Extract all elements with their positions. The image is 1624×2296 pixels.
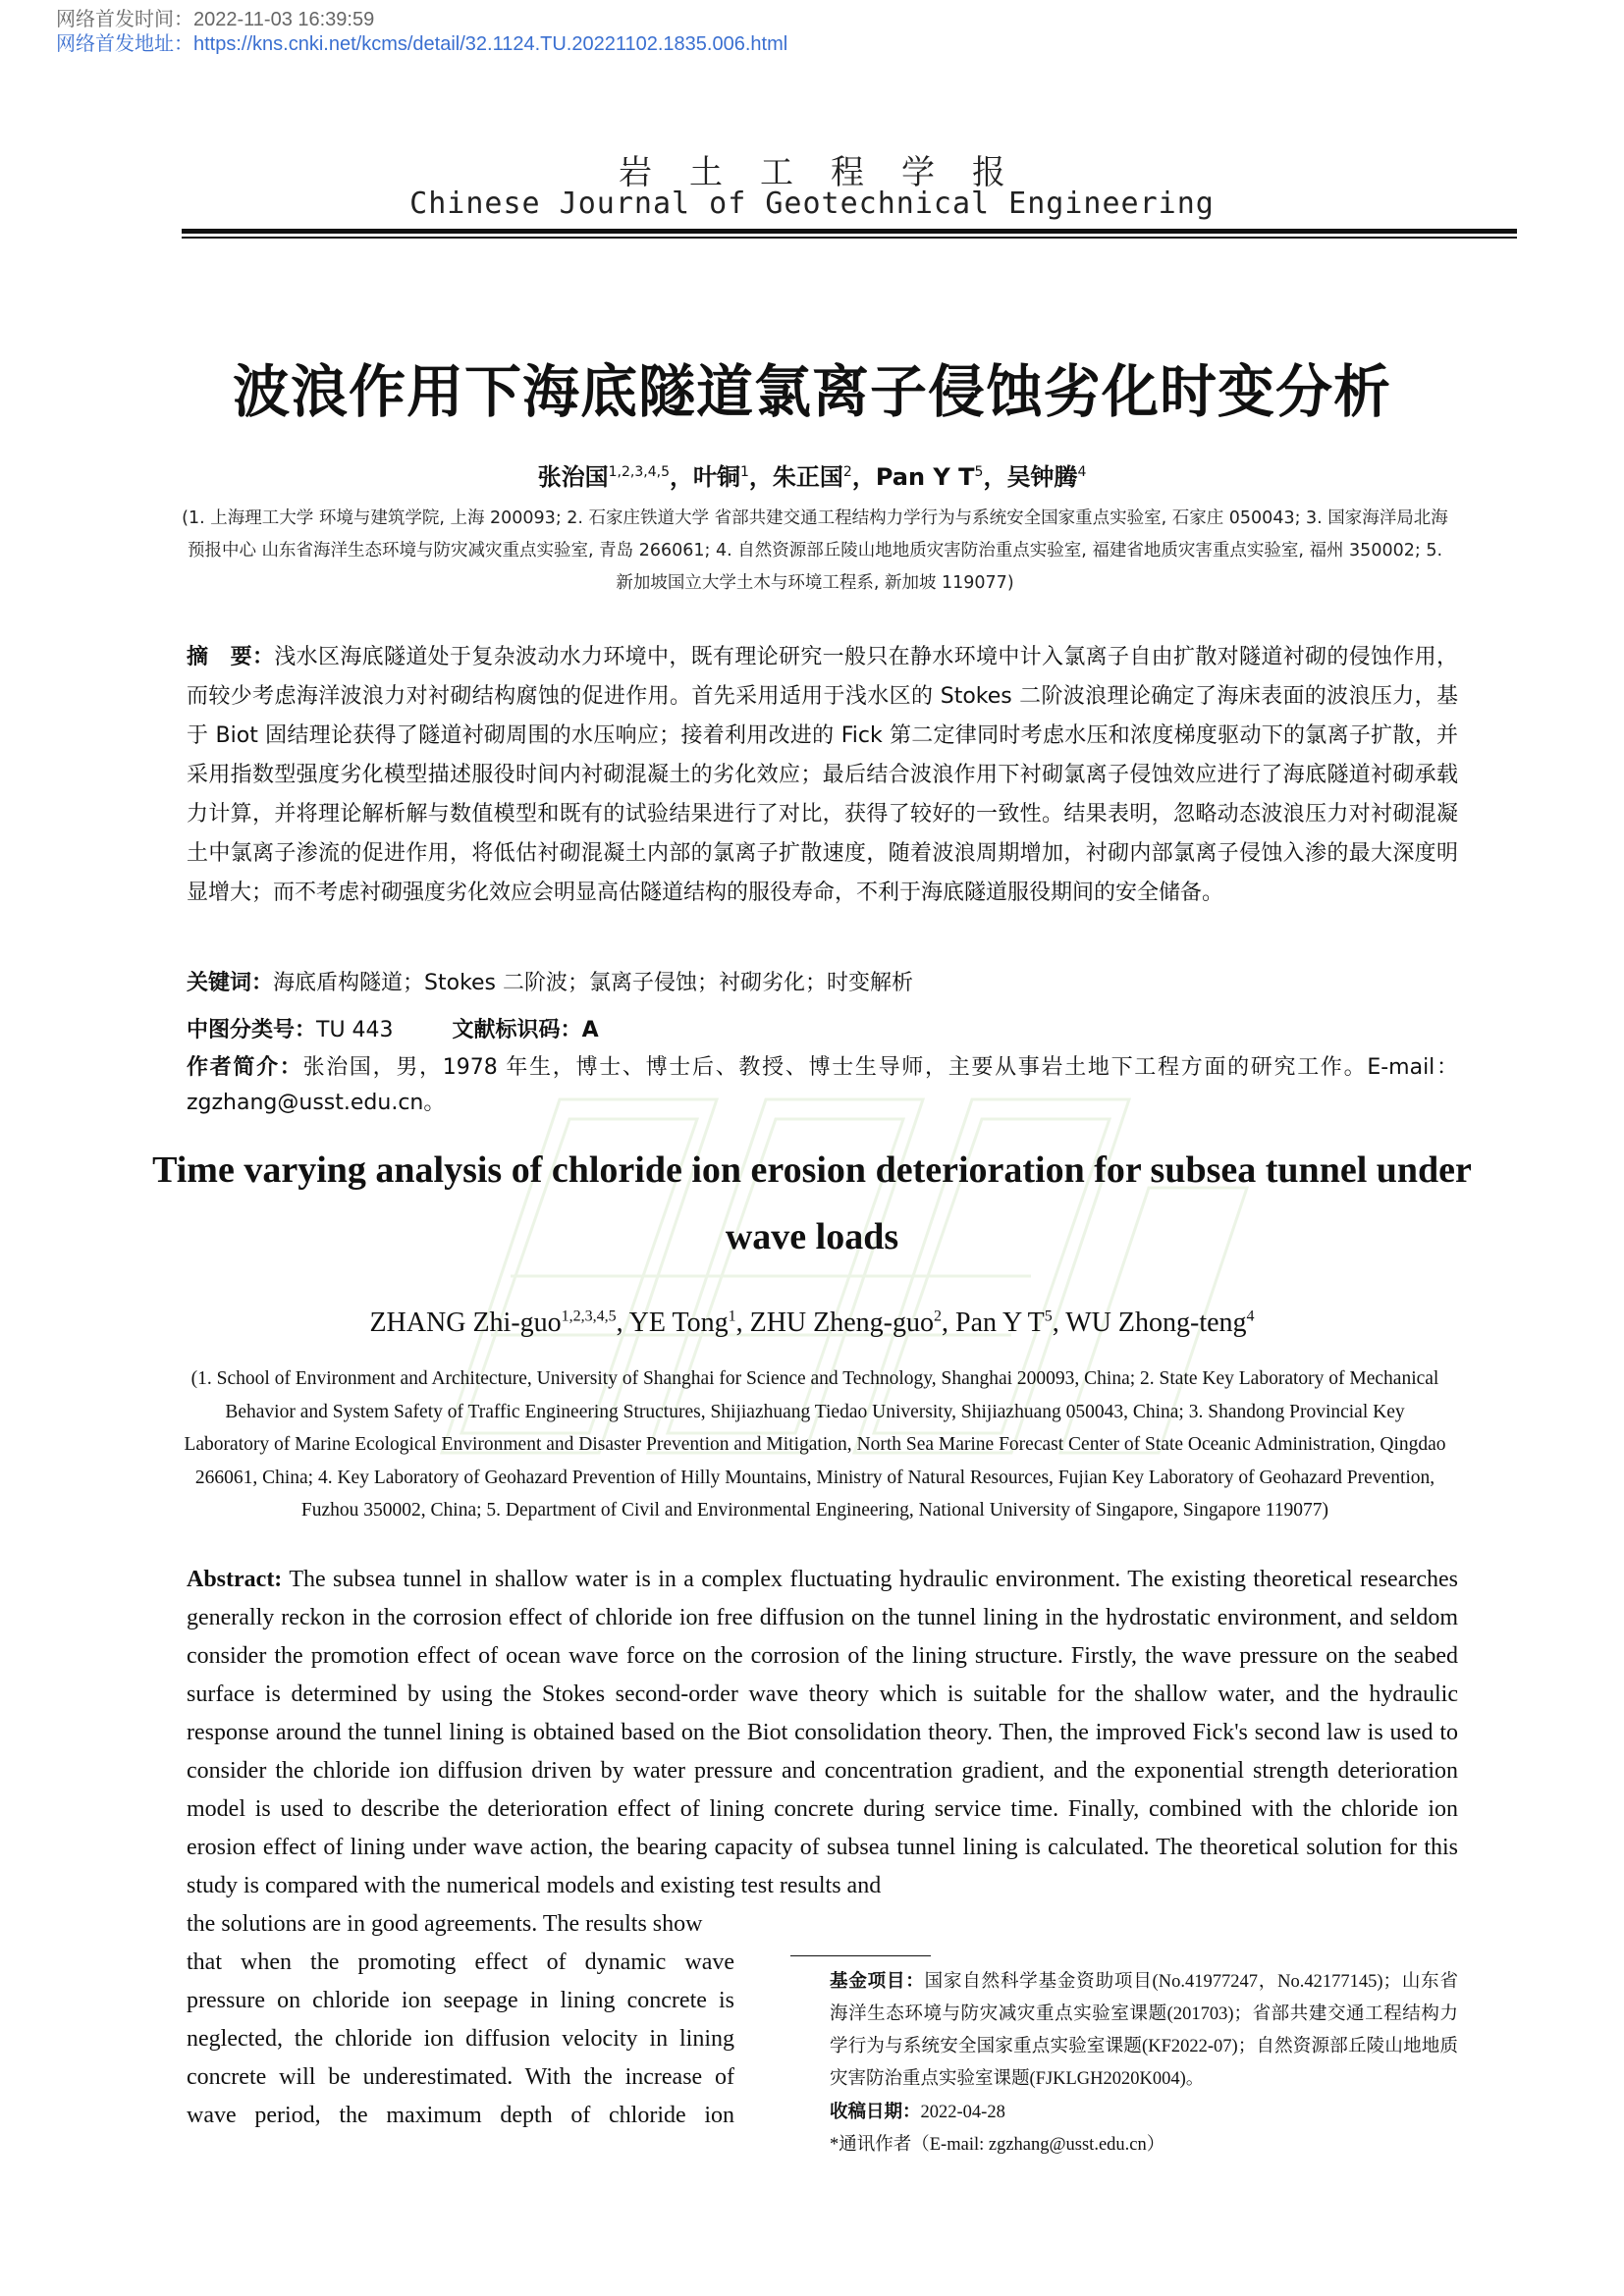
author-bio	[187, 1050, 1458, 1121]
author-separator: ，	[669, 463, 693, 491]
affiliations-en: (1. School of Environment and Architecture, University of Shanghai for Science and Technology, Shanghai 200093, China; 2. State Key Laboratory of Mechanical Behavior and System Safety of Traffic Engineering Structures, Shijiazhuang Tiedao University, Shijiazhuang 050043, China; 3. Shandong Provincial Key Laboratory of Marine Ecological Environment and Disaster Prevention and Mitigation, North Sea Marine Forecast Center of State Oceanic Administration, Qingdao 266061, China; 4. Key Laboratory of Geohazard Prevention of Hilly Mountains, Ministry of Natural Resources, Fujian Key Laboratory of Geohazard Prevention, Fuzhou 350002, China; 5. Department of Civil and Environmental Engineering, National University of Singapore, Singapore 119077)	[184, 1368, 1446, 1521]
abstract-en-line: neglected, the chloride ion diffusion velocity in lining	[187, 2026, 734, 2052]
author-separator: ,	[1052, 1308, 1066, 1338]
journal-title-cn: 岩土工程学报	[619, 153, 1043, 192]
abstract-en-text: The subsea tunnel in shallow water is in a complex fluctuating hydraulic environment. The existing theoretical researches generally reckon in the corrosion effect of chloride ion free diffusion on the tunnel lining in the hydrostatic environment, and seldom consider the promotion effect of ocean wave force on the corrosion of the lining structure. Firstly, the wave pressure on the seabed surface is determined by using the Stokes second-order wave theory which is suitable for the shallow water, and the hydraulic response around the tunnel lining is obtained based on the Biot consolidation theory. Then, the improved Fick's second law is used to consider the chloride ion diffusion driven by water pressure and concentration gradient, and the exponential strength deterioration model is used to describe the deterioration effect of lining concrete during service time. Finally, combined with the chloride ion erosion effect of lining under wave action, the bearing capacity of subsea tunnel lining is calculated. The theoretical solution for this study is compared with the numerical models and existing test results and	[187, 1567, 1458, 1898]
author-affil-mark: 1	[728, 1308, 736, 1325]
author-bio-text: 张治国，男，1978 年生，博士、博士后、教授、博士生导师，主要从事岩土地下工程方面的研究工作。E-mail：zgzhang@usst.edu.cn。	[187, 1055, 1458, 1115]
author-en: Pan Y T	[955, 1308, 1045, 1338]
author-affil-mark: 5	[1044, 1308, 1053, 1325]
fund-text: 国家自然科学基金资助项目(No.41977247，No.42177145)；山东省海洋生态环境与防灾减灾重点实验室课题(201703)；省部共建交通工程结构力学行为与系统安全国家重点实验室课题(KF2022-07)；自然资源部丘陵山地地质灾害防治重点实验室课题(FJKLGH2020K004)。	[830, 1972, 1458, 2089]
paper-title-cn: 波浪作用下海底隧道氯离子侵蚀劣化时变分析	[232, 358, 1391, 425]
author-en: ZHU Zheng-guo	[749, 1308, 934, 1338]
author-affil-mark: 4	[1077, 464, 1087, 480]
abstract-en-line: pressure on chloride ion seepage in lining concrete is	[187, 1988, 734, 2013]
publish-time-value: 2022-11-03 16:39:59	[193, 9, 375, 30]
fund-label: 基金项目：	[830, 1971, 925, 1992]
doc-code-label: 文献标识码：	[452, 1018, 582, 1042]
footnote	[830, 1965, 1458, 2162]
journal-title-en: Chinese Journal of Geotechnical Engineering	[409, 187, 1215, 221]
author-affil-mark: 4	[1246, 1308, 1255, 1325]
author-separator: ，	[983, 463, 1007, 491]
corresponding-author: *通讯作者（E-mail: zgzhang@usst.edu.cn）	[830, 2135, 1165, 2155]
author-en: ZHANG Zhi-guo	[369, 1308, 562, 1338]
abstract-cn-text: 浅水区海底隧道处于复杂波动水力环境中，既有理论研究一般只在静水环境中计入氯离子自由扩散对隧道衬砌的侵蚀作用，而较少考虑海洋波浪力对衬砌结构腐蚀的促进作用。首先采用适用于浅水区的 Stokes 二阶波浪理论确定了海床表面的波浪压力，基于 Biot 固结理论获得了隧道衬砌周围的水压响应；接着利用改进的 Fick 第二定律同时考虑水压和浓度梯度驱动下的氯离子扩散，并采用指数型强度劣化模型描述服役时间内衬砌混凝土的劣化效应；最后结合波浪作用下衬砌氯离子侵蚀效应进行了海底隧道衬砌承载力计算，并将理论解析解与数值模型和既有的试验结果进行了对比，获得了较好的一致性。结果表明，忽略动态波浪压力对衬砌混凝土中氯离子渗流的促进作用，将低估衬砌混凝土内部的氯离子扩散速度，随着波浪周期增加，衬砌内部氯离子侵蚀入渗的最大深度明显增大；而不考虑衬砌强度劣化效应会明显高估隧道结构的服役寿命，不利于海底隧道服役期间的安全储备。	[187, 645, 1458, 905]
affiliations-cn: (1. 上海理工大学 环境与建筑学院, 上海 200093; 2. 石家庄铁道大学 省部共建交通工程结构力学行为与系统安全国家重点实验室, 石家庄 050043; 3. 国家海洋局北海预报中心 山东省海洋生态环境与防灾减灾重点实验室, 青岛 266061; 4. 自然资源部丘陵山地地质灾害防治重点实验室, 福建省地质灾害重点实验室, 福州 350002; 5. 新加坡国立大学土木与环境工程系, 新加坡 119077)	[182, 508, 1448, 593]
author-en: WU Zhong-teng	[1065, 1308, 1247, 1338]
author-separator: ，	[851, 463, 876, 491]
abstract-en-label: Abstract:	[187, 1567, 283, 1592]
author-separator: ,	[735, 1308, 750, 1338]
abstract-en	[187, 1561, 1458, 1905]
header-rule-thick	[182, 229, 1517, 234]
author-cn: 张治国	[537, 463, 609, 491]
abstract-en-continued	[187, 1905, 734, 2135]
author-separator: ，	[748, 463, 773, 491]
received-date	[830, 2096, 1458, 2129]
author-separator: ,	[942, 1308, 955, 1338]
publish-url-link[interactable]: https://kns.cnki.net/kcms/detail/32.1124.TU.20221102.1835.006.html	[193, 33, 788, 55]
clc-value: TU 443	[316, 1018, 394, 1042]
keywords-cn	[187, 968, 1458, 999]
publish-time	[56, 8, 374, 31]
author-separator: ,	[616, 1308, 629, 1338]
clc-label: 中图分类号：	[187, 1018, 317, 1042]
author-affil-mark: 1,2,3,4,5	[561, 1308, 617, 1325]
received-label: 收稿日期：	[830, 2102, 921, 2122]
authors-cn	[0, 457, 1624, 492]
abstract-en-line: wave period, the maximum depth of chloride ion	[187, 2103, 734, 2128]
footnote-rule	[790, 1955, 931, 1956]
abstract-en-line: that when the promoting effect of dynamic wave	[187, 1949, 734, 1975]
publish-time-label: 网络首发时间：	[56, 9, 193, 30]
publish-url	[56, 32, 787, 56]
author-affil-mark: 5	[974, 464, 984, 480]
abstract-cn-label: 摘 要：	[187, 645, 275, 669]
author-affil-mark: 2	[842, 464, 852, 480]
doc-code-value: A	[581, 1018, 599, 1042]
author-affil-mark: 1,2,3,4,5	[608, 464, 670, 480]
classification-line	[187, 1015, 1458, 1046]
author-cn: Pan Y T	[875, 463, 975, 491]
keywords-text: 海底盾构隧道；Stokes 二阶波；氯离子侵蚀；衬砌劣化；时变解析	[273, 971, 914, 995]
author-cn: 朱正国	[772, 463, 843, 491]
fund-info	[830, 1965, 1458, 2096]
abstract-en-line: concrete will be underestimated. With the increase of	[187, 2064, 734, 2090]
author-affil-mark: 1	[739, 464, 749, 480]
paper-title-en: Time varying analysis of chloride ion erosion deterioration for subsea tunnel under wave loads	[152, 1149, 1472, 1257]
keywords-label: 关键词：	[187, 971, 274, 995]
abstract-en-line: the solutions are in good agreements. The results show	[187, 1911, 703, 1937]
abstract-cn	[187, 638, 1458, 913]
author-cn: 叶铜	[692, 463, 740, 491]
header-rule-thin	[182, 237, 1517, 239]
received-value: 2022-04-28	[920, 2103, 1005, 2122]
author-bio-label: 作者简介：	[187, 1055, 303, 1080]
author-affil-mark: 2	[934, 1308, 942, 1325]
author-en: YE Tong	[628, 1308, 729, 1338]
author-cn: 吴钟腾	[1006, 463, 1078, 491]
authors-en	[0, 1308, 1624, 1339]
publish-url-label: 网络首发地址：	[56, 33, 193, 55]
